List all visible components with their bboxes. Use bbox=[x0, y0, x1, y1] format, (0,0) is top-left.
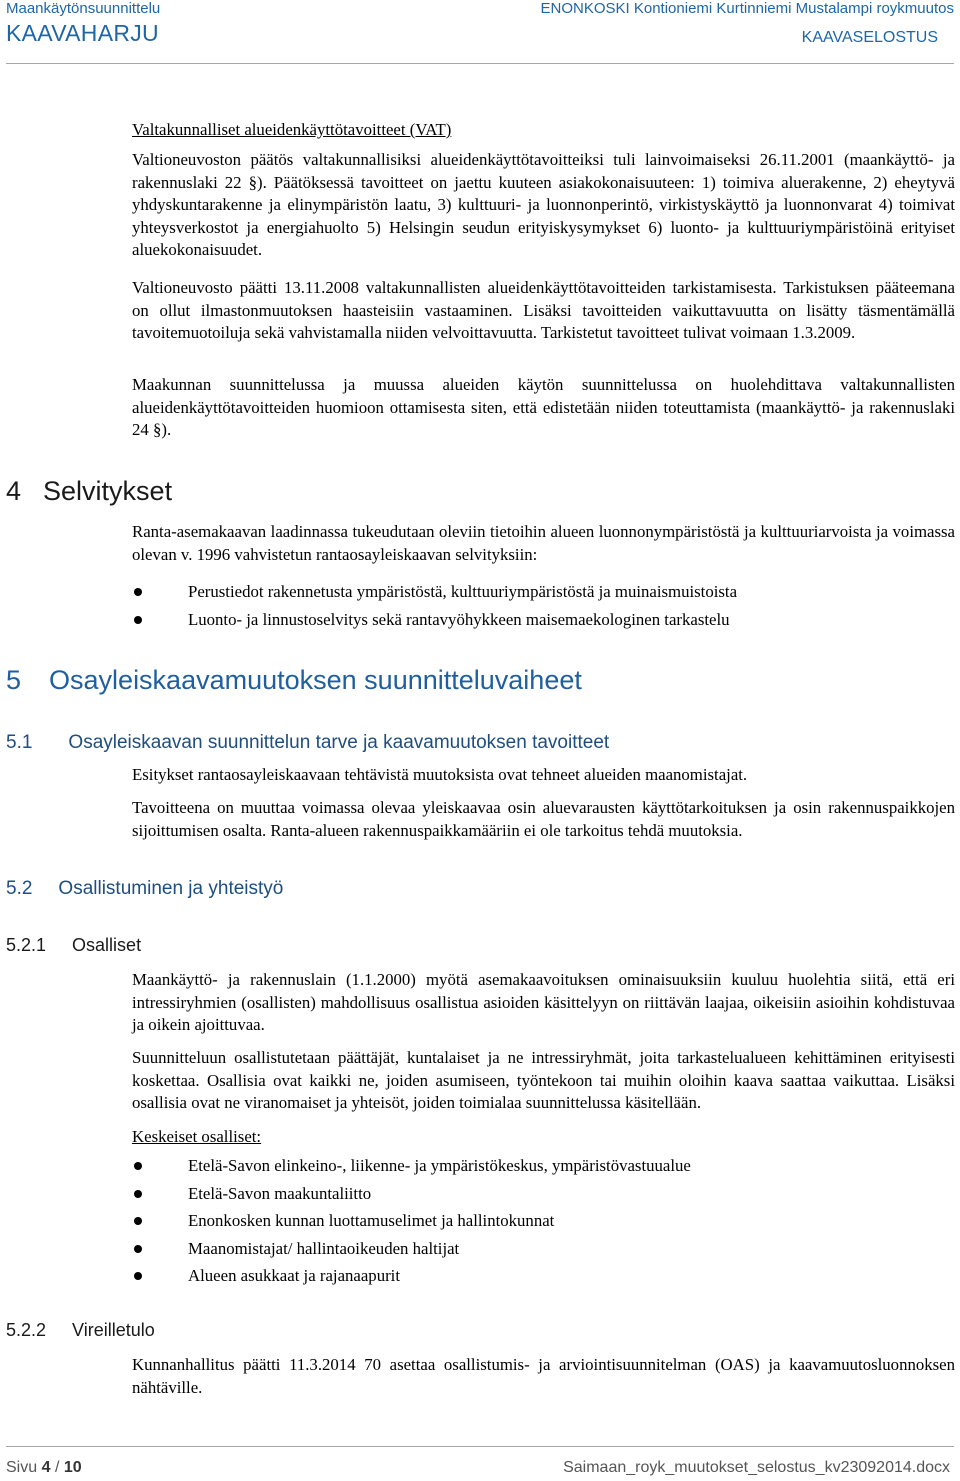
section-4-paragraph: Ranta-asemakaavan laadinnassa tukeudutaan oleviin tietoihin alueen luonnonympäristöstä ja kulttuuriarvoista ja voimassa olevan v. 1996 vahvistetun rantaosayleiskaavan selvityksiin: bbox=[132, 522, 955, 564]
page-label: Sivu bbox=[6, 1459, 38, 1476]
section-5-1-heading bbox=[6, 732, 609, 754]
list-item: Maanomistajat/ hallintaoikeuden haltijat bbox=[132, 1235, 955, 1263]
footer-filename: Saimaan_royk_muutokset_selostus_kv23092014.docx bbox=[563, 1459, 950, 1476]
bullet-icon bbox=[134, 1217, 142, 1225]
section-5-2-2-paragraph: Kunnanhallitus päätti 11.3.2014 70 asettaa osallistumis- ja arviointisuunnitelman (OAS) ja kaavamuutosluonnoksen nähtäville. bbox=[132, 1355, 955, 1397]
section-5-2-1-paragraph-1: Maankäyttö- ja rakennuslain (1.1.2000) myötä asemakaavoituksen ominaisuuksiin kuuluu huolehtia siitä, että eri intressiryhmien (osallisten) mahdollisuus osallistua asioiden käsittelyyn on riittävän laajaa, oikeisiin asioihin kohdistuvaa ja oikein ajoittuvaa. bbox=[132, 970, 955, 1034]
page-separator: / bbox=[54, 1459, 60, 1476]
list-item: Alueen asukkaat ja rajanaapurit bbox=[132, 1262, 955, 1290]
section-5-2-1-number: 5.2.1 bbox=[6, 935, 47, 955]
bullet-icon bbox=[134, 1190, 142, 1198]
bullet-icon bbox=[134, 1245, 142, 1253]
bullet-icon bbox=[134, 1162, 142, 1170]
section-4-number: 4 bbox=[6, 476, 22, 506]
section-5-2-2-title: Vireilletulo bbox=[72, 1320, 155, 1340]
list-item: Perustiedot rakennetusta ympäristöstä, kulttuuriympäristöstä ja muinaismuistoista bbox=[132, 578, 955, 606]
header-project-title: ENONKOSKI Kontioniemi Kurtinniemi Mustalampi roykmuutos bbox=[540, 0, 954, 17]
footer-divider bbox=[6, 1446, 954, 1447]
list-item: Enonkosken kunnan luottamuselimet ja hallintokunnat bbox=[132, 1207, 955, 1235]
section-5-number: 5 bbox=[6, 665, 22, 695]
header-org-name: Maankäytönsuunnittelu bbox=[6, 0, 161, 17]
key-stakeholders-heading: Keskeiset osalliset: bbox=[132, 1127, 262, 1146]
section-5-heading bbox=[6, 665, 582, 696]
bullet-icon bbox=[134, 616, 142, 624]
section-5-1-number: 5.1 bbox=[6, 732, 33, 753]
section-5-2-2-number: 5.2.2 bbox=[6, 1320, 47, 1340]
section-5-title: Osayleiskaavamuutoksen suunnitteluvaiheet bbox=[49, 665, 582, 695]
page-total: 10 bbox=[63, 1459, 82, 1476]
section-5-2-title: Osallistuminen ja yhteistyö bbox=[58, 878, 284, 899]
bullet-icon bbox=[134, 1272, 142, 1280]
section-5-2-1-paragraph-2: Suunnitteluun osallistutetaan päättäjät, kuntalaiset ja ne intressiryhmät, joita tarkastelualueen kehittäminen erityisesti koskettaa. Osallisia ovat kaikki ne, joiden asumiseen, työntekoon tai muihin oloihin kaava saattaa vaikuttaa. Lisäksi osallisia ovat ne viranomaiset ja yhteisöt, joiden toimialaa suunnittelussa käsitellään. bbox=[132, 1048, 955, 1112]
section-5-1-paragraph-2: Tavoitteena on muuttaa voimassa olevaa yleiskaavaa osin aluevarausten käyttötarkoituksen ja osin rakennuspaikkojen sijoittumisen osalta. Ranta-alueen rakennuspaikkamääriin ei ole tarkoitus tehdä muutoksia. bbox=[132, 798, 955, 840]
section-5-2-heading bbox=[6, 878, 283, 900]
page-number bbox=[6, 1459, 82, 1477]
section-5-1-paragraph-1: Esitykset rantaosayleiskaavaan tehtävistä muutoksista ovat tehneet alueiden maanomistajat. bbox=[132, 765, 748, 784]
section-4-title: Selvitykset bbox=[43, 476, 173, 506]
bullet-icon bbox=[134, 588, 142, 596]
key-stakeholders-list bbox=[132, 1152, 955, 1290]
section-5-2-number: 5.2 bbox=[6, 878, 33, 899]
header-divider bbox=[6, 63, 954, 64]
section-5-2-1-heading bbox=[6, 935, 141, 956]
section-4-bullet-list bbox=[132, 578, 955, 633]
section-5-2-1-title: Osalliset bbox=[72, 935, 142, 955]
vat-paragraph-2: Valtioneuvosto päätti 13.11.2008 valtakunnallisten alueidenkäyttötavoitteiden tarkistamisesta. Tarkistuksen pääteemana on ollut ilmastonmuutoksen haasteisiin vastaaminen. Lisäksi tavoitteiden vaikuttavuutta on lisätty täsmentämällä tavoitemuotoiluja sekä vahvistamalla niiden velvoittavuutta. Tarkistetut tavoitteet tulivat voimaan 1.3.2009. bbox=[132, 278, 955, 342]
vat-heading: Valtakunnalliset alueidenkäyttötavoitteet (VAT) bbox=[132, 120, 452, 139]
page-current: 4 bbox=[41, 1459, 51, 1476]
list-item: Etelä-Savon maakuntaliitto bbox=[132, 1180, 955, 1208]
list-item: Luonto- ja linnustoselvitys sekä rantavyöhykkeen maisemaekologinen tarkastelu bbox=[132, 606, 955, 634]
list-item: Etelä-Savon elinkeino-, liikenne- ja ympäristökeskus, ympäristövastuualue bbox=[132, 1152, 955, 1180]
section-4-heading bbox=[6, 476, 172, 507]
section-5-2-2-heading bbox=[6, 1320, 155, 1341]
vat-paragraph-1: Valtioneuvoston päätös valtakunnallisiksi alueidenkäyttötavoitteiksi tuli lainvoimaiseksi 26.11.2001 (maankäyttö- ja rakennuslaki 22 §). Päätöksessä tavoitteet on jaettu kuuteen asiakokonaisuuteen: 1) toimiva aluerakenne, 2) eheytyvä yhdyskuntarakenne ja elinympäristön laatu, 3) kulttuuri- ja luonnonperintö, virkistyskäyttö ja luonnonvarat 4) toimivat yhteysverkostot ja energiahuolto 5) Helsingin seudun erityiskysymykset 6) luonto- ja kulttuuriympäristöinä erityiset aluekokonaisuudet. bbox=[132, 150, 955, 259]
header-company-logo-text: KAAVAHARJU bbox=[6, 20, 159, 46]
section-5-1-title: Osayleiskaavan suunnittelun tarve ja kaavamuutoksen tavoitteet bbox=[68, 732, 610, 753]
vat-paragraph-3: Maakunnan suunnittelussa ja muussa alueiden käytön suunnittelussa on huolehdittava valtakunnallisten alueidenkäyttötavoitteiden huomioon ottamisesta siten, että edistetään niiden toteuttamista (maankäyttö- ja rakennuslaki 24 §). bbox=[132, 375, 955, 439]
header-document-type: KAAVASELOSTUS bbox=[801, 29, 938, 46]
